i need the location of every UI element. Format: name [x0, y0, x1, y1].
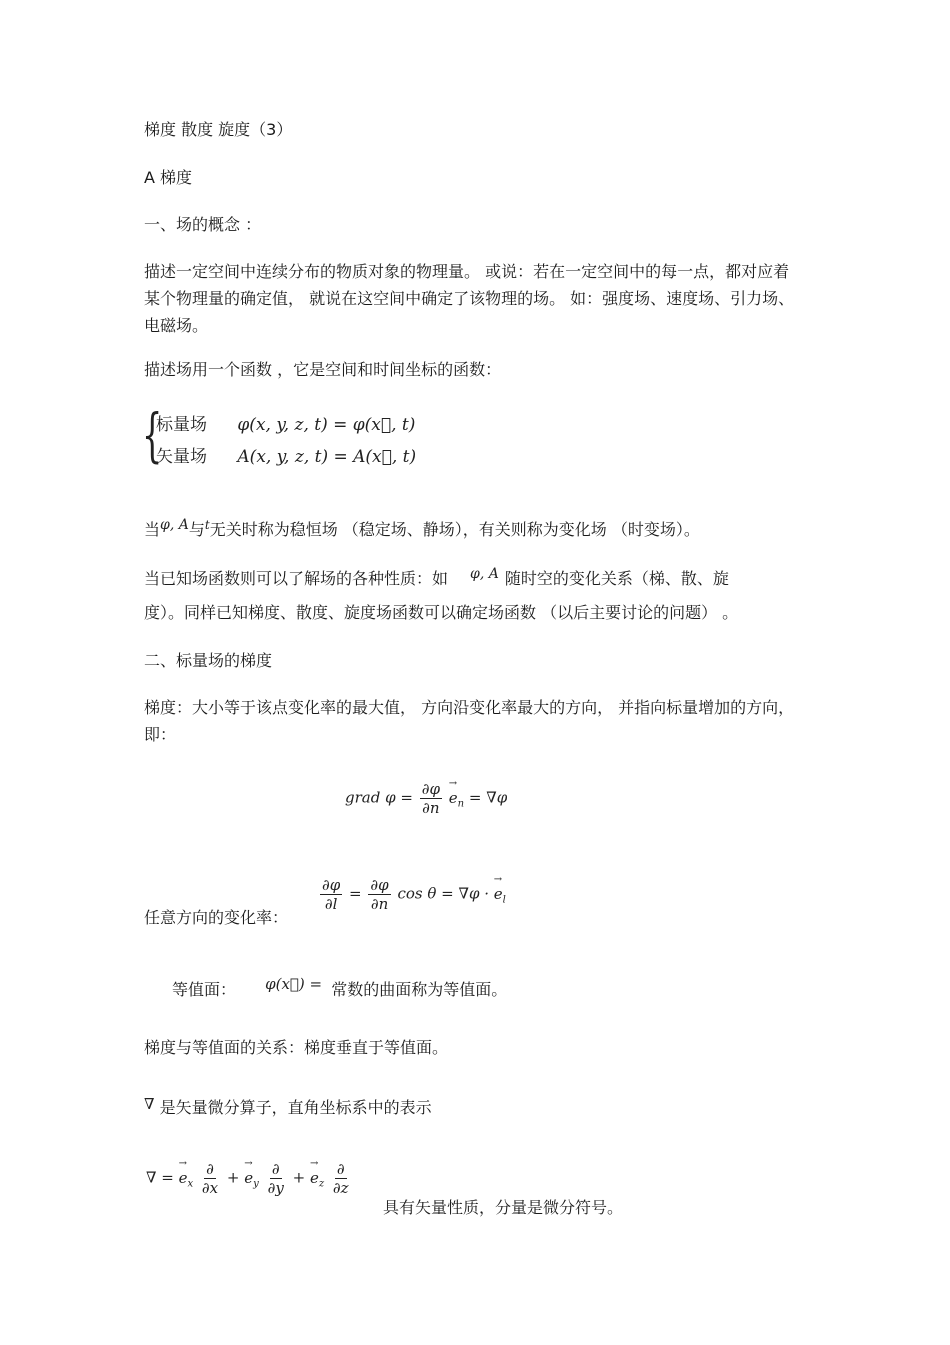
paragraph-field-function: 描述场用一个函数 ，它是空间和时间坐标的函数： — [144, 360, 502, 379]
gradient-isosurface-relation: 梯度与等值面的关系：梯度垂直于等值面。 — [144, 1038, 449, 1057]
grad-den: ∂n — [422, 799, 440, 817]
grad-lhs: grad φ = — [345, 788, 413, 807]
dd-frac2 — [368, 876, 390, 913]
dz-num: ∂ — [336, 1160, 345, 1178]
dd-den2: ∂n — [370, 895, 389, 913]
heading-field-concept: 一、场的概念 ： — [144, 215, 262, 234]
dd-den1: ∂l — [324, 895, 338, 913]
phi-a-symbol-2: φ, A — [470, 566, 499, 582]
line3-mid: 与 — [188, 520, 205, 539]
known-field-line-cont: 度）。同样已知梯度、散度、旋度场函数可以确定场函数 （以后主要讨论的问题） 。 — [144, 603, 739, 622]
line3-rest: 无关时称为稳恒场 （稳定场、静场），有关则称为变化场 （时变场）。 — [209, 520, 700, 539]
dd-middle: cos θ = ∇φ · — [397, 884, 489, 903]
directional-derivative-formula: $\frac{\partial\varphi}{\partial l}$ = $\frac{\partial\varphi}{\partial n}$ cos θ = ∇φ · → $e_l$ — [318, 876, 506, 913]
ex-vector: → e — [179, 1169, 188, 1187]
known-field-line — [144, 567, 729, 592]
dx-den: ∂x — [201, 1179, 219, 1197]
dd-num1: ∂φ — [322, 876, 341, 894]
grad-unit-vector: → e — [449, 789, 458, 807]
ey-vector: → e — [244, 1169, 253, 1187]
grad-rhs: = ∇φ — [468, 788, 508, 807]
paragraph-field-definition: 描述一定空间中连续分布的物质对象的物理量。 或说：若在一定空间中的每一点，都对应着某个物理量的确定值， 就说在这空间中确定了该物理的场。 如：强度场、速度场、引力场、电磁场。 — [144, 262, 795, 335]
dx-num: ∂ — [206, 1160, 214, 1178]
grad-sub: n — [457, 798, 465, 810]
nabla-icon: ∇ — [144, 1095, 155, 1113]
page-title: 梯度 散度 旋度（3） — [144, 120, 293, 139]
section-heading-a: A 梯度 — [144, 168, 193, 187]
steady-field-line — [144, 518, 700, 543]
nabla-description: 是矢量微分算子，直角坐标系中的表示 — [159, 1098, 432, 1117]
isosurface-line — [172, 975, 508, 1002]
heading-scalar-gradient: 二、标量场的梯度 — [144, 651, 273, 670]
left-brace: { — [142, 401, 163, 469]
dy-num: ∂ — [271, 1160, 280, 1178]
vector-field-row — [156, 442, 416, 467]
scalar-field-row — [156, 410, 415, 435]
phi-a-symbol: φ, A — [160, 517, 189, 533]
dd-unit-vector: → e — [494, 885, 503, 903]
line4-rest: 随时空的变化关系（梯、散、旋 — [504, 569, 729, 588]
nabla-note: 具有矢量性质，分量是微分符号。 — [383, 1198, 624, 1217]
t-symbol: t — [204, 518, 210, 532]
any-direction-label: 任意方向的变化率： — [144, 908, 289, 927]
ey-sub: y — [253, 1178, 259, 1190]
dz-frac — [331, 1160, 351, 1197]
nabla-description-line — [144, 1096, 432, 1120]
gradient-formula — [345, 780, 507, 817]
ez-sub: z — [318, 1178, 325, 1190]
dx-frac — [200, 1160, 220, 1197]
scalar-field-label: 标量场 — [156, 415, 207, 435]
isosurface-label: 等值面： — [172, 980, 237, 999]
line4-prefix: 当已知场函数则可以了解场的各种性质：如 — [144, 569, 449, 588]
dd-sub: l — [502, 894, 506, 906]
dy-frac — [266, 1160, 286, 1197]
line3-prefix: 当 — [144, 520, 161, 539]
dz-den: ∂z — [332, 1179, 349, 1197]
nabla-lhs: ∇ = — [146, 1168, 174, 1187]
scalar-field-formula: φ(x, y, z, t) = φ(x⃗, t) — [237, 415, 416, 435]
dy-den: ∂y — [267, 1179, 284, 1197]
nabla-formula: ∇ = → $e_x$ $\frac{\partial}{\partial x}$ + → $e_y$ $\frac{\partial}{\partial y}$ + → $e_z$ $\frac{\partial}{\partial z}$ — [146, 1160, 353, 1197]
paragraph-gradient-definition: 梯度：大小等于该点变化率的最大值， 方向沿变化率最大的方向， 并指向标量增加的方向，即： — [144, 698, 795, 744]
ex-sub: x — [187, 1178, 194, 1190]
vector-field-label: 矢量场 — [156, 447, 207, 467]
isosurface-rest: 常数的曲面称为等值面。 — [331, 980, 508, 999]
isosurface-math: φ(x⃗) = — [265, 975, 323, 993]
dd-num2: ∂φ — [370, 876, 389, 894]
vector-field-formula: A(x, y, z, t) = A(x⃗, t) — [237, 447, 417, 467]
dd-frac1 — [320, 876, 342, 913]
grad-num: ∂φ — [421, 780, 440, 798]
grad-fraction — [420, 780, 442, 817]
ez-vector: → e — [310, 1169, 319, 1187]
